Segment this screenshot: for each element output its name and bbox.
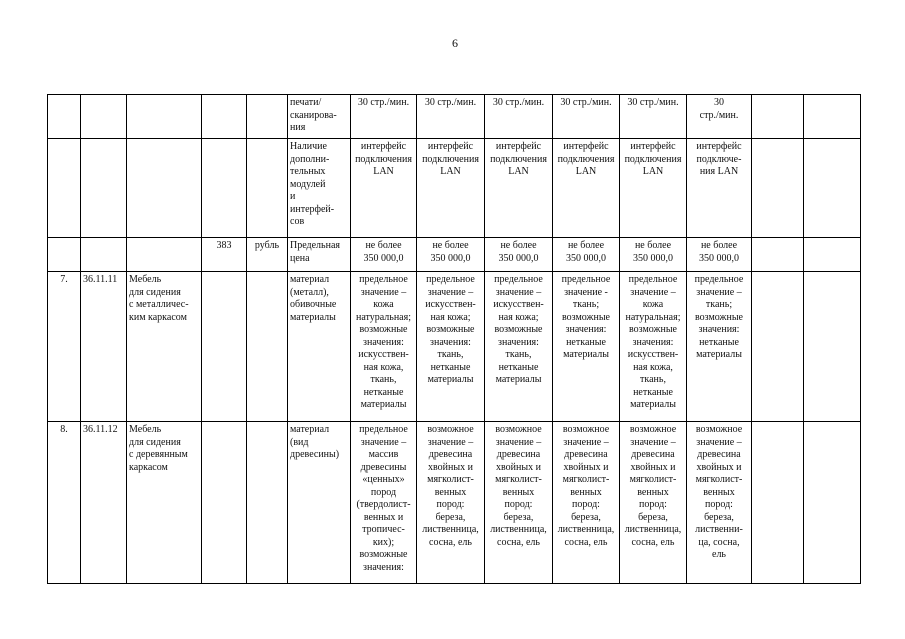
value-cell: предельное значение – кожа натуральная; возможные значения: искусствен- ная кожа, ткань, нетканые материалы xyxy=(351,272,417,422)
empty-cell xyxy=(752,272,804,422)
empty-cell xyxy=(752,238,804,272)
okpd-code-cell: 36.11.12 xyxy=(81,422,127,584)
table-row xyxy=(48,422,861,584)
row-number-cell: 8. xyxy=(48,422,81,584)
value-cell: предельное значение – массив древесины «ценных» пород (твердолист- венных и тропичес- ких); возможные значения: xyxy=(351,422,417,584)
product-name-cell: Мебель для сидения с металличес- ким каркасом xyxy=(127,272,202,422)
value-cell: 30 стр./мин. xyxy=(687,95,752,139)
value-cell: возможное значение – древесина хвойных и мягколист- венных пород: береза, лиственница, сосна, ель xyxy=(620,422,687,584)
value-cell: возможное значение – древесина хвойных и мягколист- венных пород: береза, лиственница, сосна, ель xyxy=(553,422,620,584)
value-cell: не более 350 000,0 xyxy=(485,238,553,272)
value-cell: не более 350 000,0 xyxy=(687,238,752,272)
value-cell: интерфейс подключения LAN xyxy=(485,139,553,238)
value-cell: интерфейс подключения LAN xyxy=(620,139,687,238)
empty-cell xyxy=(804,422,861,584)
unit-code-cell xyxy=(202,272,247,422)
unit-name-cell xyxy=(247,272,288,422)
product-name-cell xyxy=(127,95,202,139)
unit-code-cell xyxy=(202,139,247,238)
table-row xyxy=(48,272,861,422)
okpd-code-cell xyxy=(81,139,127,238)
table-row xyxy=(48,139,861,238)
value-cell: 30 стр./мин. xyxy=(620,95,687,139)
value-cell: возможное значение – древесина хвойных и мягколист- венных пород: береза, лиственница, сосна, ель xyxy=(417,422,485,584)
empty-cell xyxy=(752,139,804,238)
value-cell: интерфейс подключения LAN xyxy=(553,139,620,238)
value-cell: возможное значение – древесина хвойных и мягколист- венных пород: береза, лиственница, сосна, ель xyxy=(485,422,553,584)
value-cell: 30 стр./мин. xyxy=(485,95,553,139)
empty-cell xyxy=(804,139,861,238)
okpd-code-cell: 36.11.11 xyxy=(81,272,127,422)
product-name-cell xyxy=(127,139,202,238)
row-number-cell xyxy=(48,139,81,238)
unit-name-cell xyxy=(247,95,288,139)
empty-cell xyxy=(804,95,861,139)
value-cell: не более 350 000,0 xyxy=(553,238,620,272)
page-number: 6 xyxy=(452,36,458,50)
row-number-cell: 7. xyxy=(48,272,81,422)
table-row xyxy=(48,238,861,272)
unit-name-cell: рубль xyxy=(247,238,288,272)
value-cell: не более 350 000,0 xyxy=(417,238,485,272)
unit-code-cell xyxy=(202,95,247,139)
value-cell: возможное значение – древесина хвойных и мягколист- венных пород: береза, лиственни- ца, сосна, ель xyxy=(687,422,752,584)
characteristic-cell: печати/ сканирова- ния xyxy=(288,95,351,139)
product-name-cell: Мебель для сидения с деревянным каркасом xyxy=(127,422,202,584)
characteristic-cell: Предельная цена xyxy=(288,238,351,272)
value-cell: предельное значение – искусствен- ная кожа; возможные значения: ткань, нетканые материалы xyxy=(485,272,553,422)
value-cell: предельное значение – кожа натуральная; возможные значения: искусствен- ная кожа, ткань, нетканые материалы xyxy=(620,272,687,422)
empty-cell xyxy=(804,238,861,272)
empty-cell xyxy=(804,272,861,422)
unit-code-cell: 383 xyxy=(202,238,247,272)
value-cell: интерфейс подключения LAN xyxy=(351,139,417,238)
product-name-cell xyxy=(127,238,202,272)
value-cell: 30 стр./мин. xyxy=(553,95,620,139)
characteristic-cell: Наличие дополни- тельных модулей и интерфей- сов xyxy=(288,139,351,238)
row-number-cell xyxy=(48,238,81,272)
okpd-code-cell xyxy=(81,238,127,272)
value-cell: 30 стр./мин. xyxy=(417,95,485,139)
unit-name-cell xyxy=(247,422,288,584)
value-cell: не более 350 000,0 xyxy=(351,238,417,272)
unit-name-cell xyxy=(247,139,288,238)
characteristic-cell: материал (вид древесины) xyxy=(288,422,351,584)
specification-table xyxy=(47,94,861,584)
empty-cell xyxy=(752,95,804,139)
row-number-cell xyxy=(48,95,81,139)
table-row xyxy=(48,95,861,139)
okpd-code-cell xyxy=(81,95,127,139)
value-cell: предельное значение – ткань; возможные значения: нетканые материалы xyxy=(687,272,752,422)
value-cell: интерфейс подключе- ния LAN xyxy=(687,139,752,238)
unit-code-cell xyxy=(202,422,247,584)
empty-cell xyxy=(752,422,804,584)
value-cell: предельное значение – искусствен- ная кожа; возможные значения: ткань, нетканые материалы xyxy=(417,272,485,422)
value-cell: не более 350 000,0 xyxy=(620,238,687,272)
value-cell: предельное значение - ткань; возможные значения: нетканые материалы xyxy=(553,272,620,422)
value-cell: 30 стр./мин. xyxy=(351,95,417,139)
value-cell: интерфейс подключения LAN xyxy=(417,139,485,238)
characteristic-cell: материал (металл), обивочные материалы xyxy=(288,272,351,422)
